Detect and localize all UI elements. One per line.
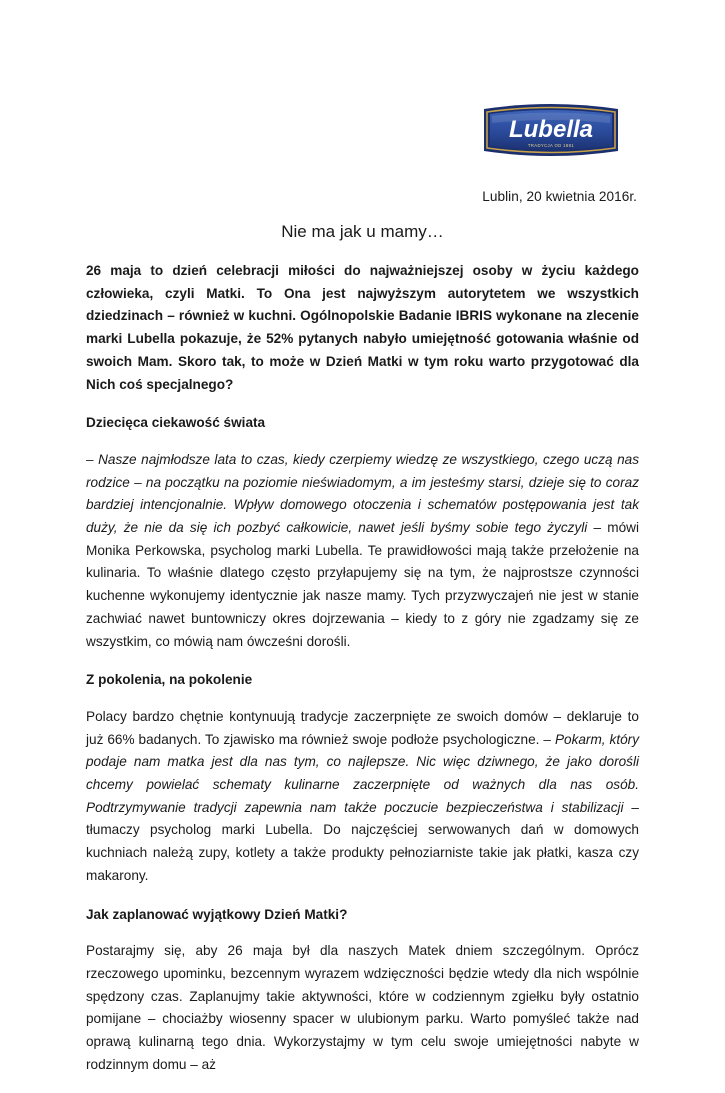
lead-paragraph: 26 maja to dzień celebracji miłości do najważniejszej osoby w życiu każdego człowieka, czyli Matki. To Ona jest najwyższym autorytetem we wszystkich dziedzinach – również w kuchni. Ogólnopolskie Badanie IBRIS wykonane na zlecenie marki Lubella pokazuje, że 52% pytanych nabyło umiejętność gotowania właśnie od swoich Mam. Skoro tak, to może w Dzień Matki w tym roku warto przygotować dla Nich coś specjalnego? bbox=[86, 263, 639, 392]
document-title: Nie ma jak u mamy… bbox=[281, 222, 444, 241]
paragraph-text: – tłumaczy psycholog marki Lubella. Do najczęściej serwowanych dań w domowych kuchniach należą zupy, kotlety a także produkty pełnoziarniste takie jak płatki, kasza czy makarony. bbox=[86, 799, 639, 883]
section-heading-2: Z pokolenia, na pokolenie bbox=[86, 672, 253, 688]
paragraph-text: Polacy bardzo chętnie kontynuują tradycje zaczerpnięte ze swoich domów – deklaruje to już 66% badanych. To zjawisko ma również swoje podłoże psychologiczne. bbox=[86, 708, 639, 747]
quote-text: – Nasze najmłodsze lata to czas, kiedy czerpiemy wiedzę ze wszystkiego, czego uczą nas rodzice – na początku na poziomie nieświadomym, a im jesteśmy starsi, dzieje się to coraz bardziej intencjonalnie. Wpływ domowego otoczenia i schematów postępowania jest tak duży, że nie da się ich pozbyć całkowicie, nawet jeśli byśmy sobie tego życzyli bbox=[86, 451, 639, 536]
section-heading-1: Dziecięca ciekawość świata bbox=[86, 415, 266, 431]
quote-text: – Pokarm, który podaje nam matka jest dla nas tym, co najlepsze. Nic więc dziwnego, że jako dorośli chcemy powielać schematy kulinarne zaczerpnięte od ważnych dla nas osób. Podtrzymywanie tradycji zapewnia nam także poczucie bezpieczeństwa i stabilizacji bbox=[86, 731, 639, 815]
paragraph-text: – mówi Monika Perkowska, psycholog marki Lubella. Te prawidłowości mają także przełożenie na kulinaria. To właśnie dlatego często przyłapujemy się na tym, że najprostsze czynności kuchenne wykonujemy identycznie jak nasze mamy. Tych przyzwyczajeń nie jest w stanie zachwiać nawet buntowniczy okres dojrzewania – kiedy to z góry nie zgadzamy się ze wszystkim, co mówią nam ówcześni dorośli. bbox=[86, 520, 639, 649]
dateline: Lublin, 20 kwietnia 2016r. bbox=[482, 189, 637, 204]
svg-text:TRADYCJA OD 1881: TRADYCJA OD 1881 bbox=[527, 143, 575, 148]
section-1-paragraph bbox=[86, 449, 639, 653]
section-heading-3: Jak zaplanować wyjątkowy Dzień Matki? bbox=[86, 906, 348, 922]
svg-text:Lubella: Lubella bbox=[508, 116, 594, 143]
section-2-paragraph bbox=[86, 706, 639, 888]
section-3-paragraph: Postarajmy się, aby 26 maja był dla naszych Matek dniem szczególnym. Oprócz rzeczowego upominku, bezcennym wyrazem wdzięczności będzie wtedy dla nich wspólnie spędzony czas. Zaplanujmy takie aktywności, które w codziennym zgiełku były ostatnio pomijane – chociażby wiosenny spacer w ulubionym parku. Warto pomyśleć także nad oprawą kulinarną tego dnia. Wykorzystajmy w tym celu swoje umiejętności nabyte w rodzinnym domu – aż bbox=[86, 943, 639, 1072]
lubella-logo bbox=[480, 101, 622, 159]
document-body bbox=[86, 260, 639, 1093]
